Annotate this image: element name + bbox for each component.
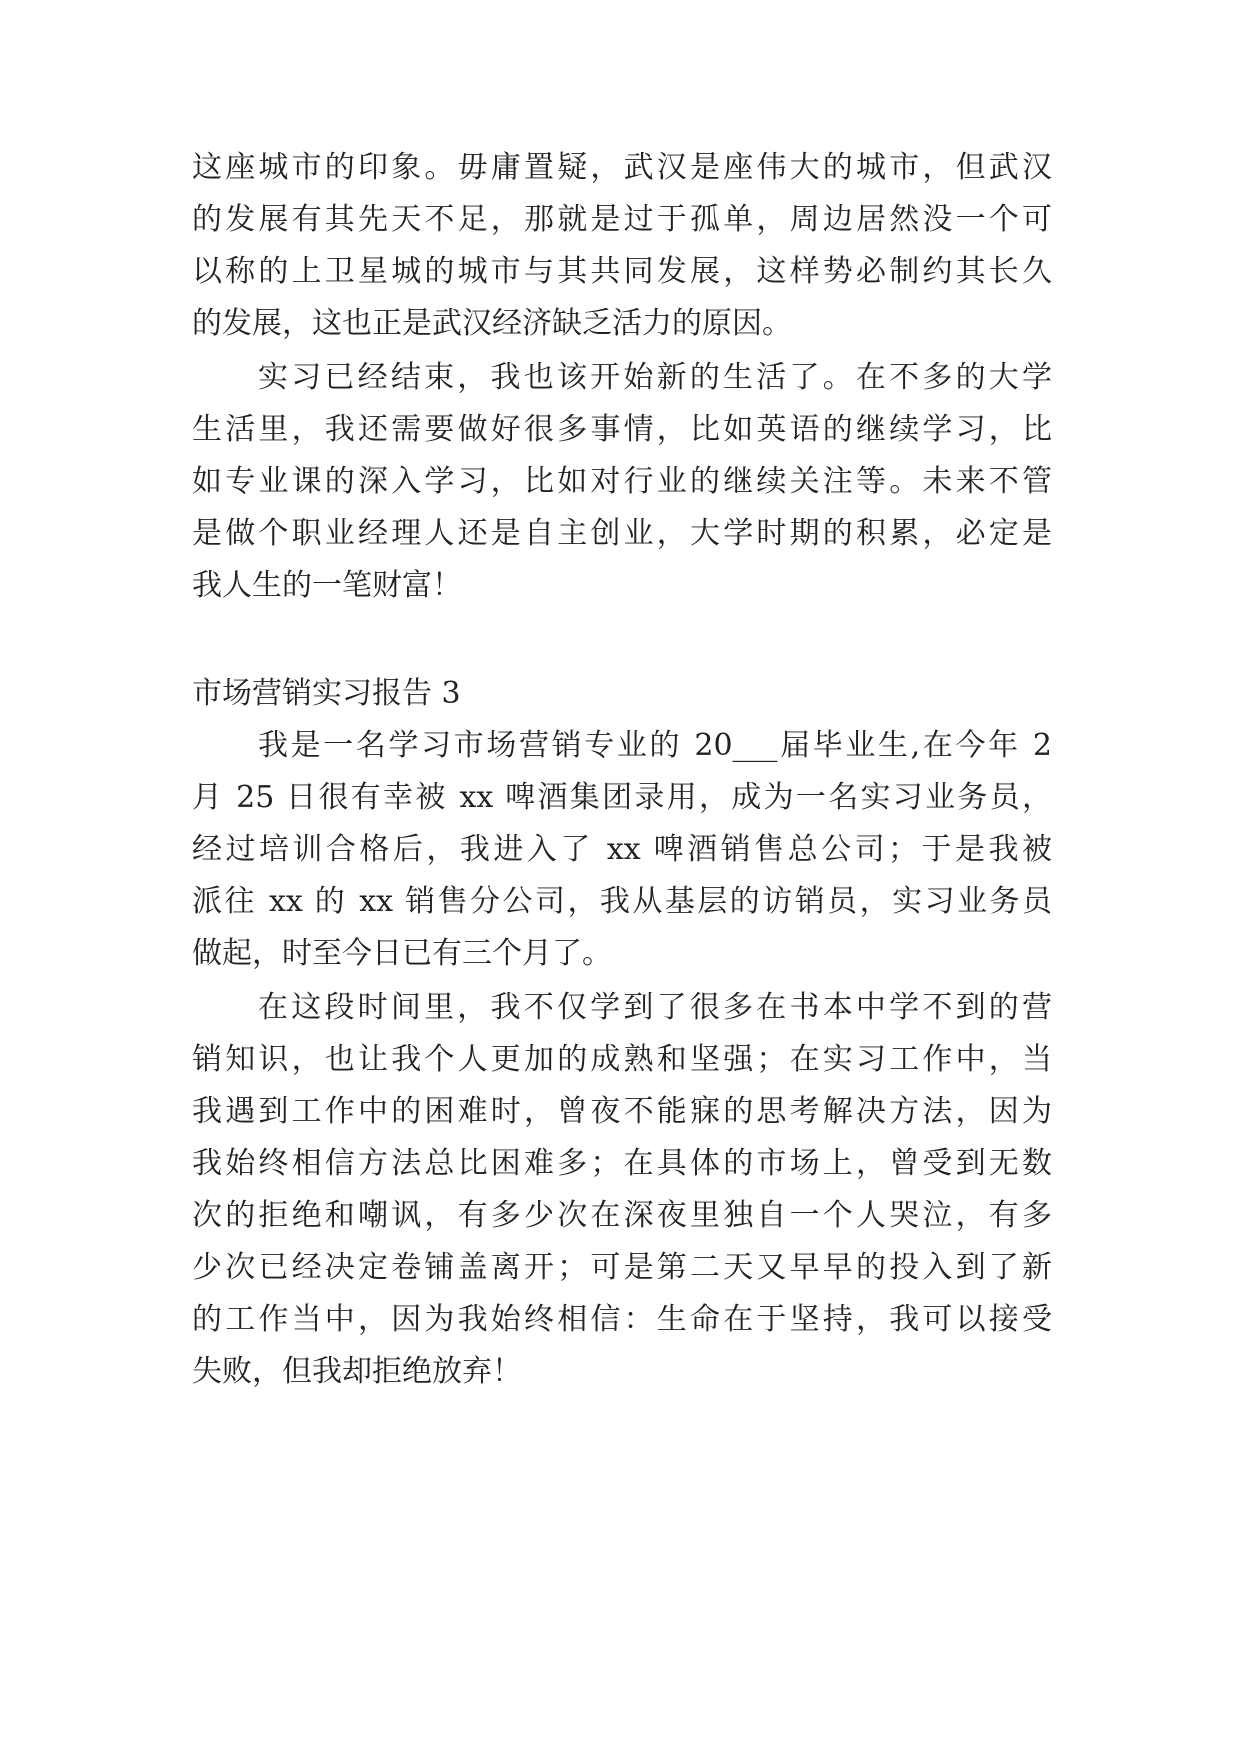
paragraph-4-line-1: 在这段时间里，我不仅学到了很多在书本中学不到的营 xyxy=(258,990,1052,1025)
paragraph-3-line-5: 做起，时至今日已有三个月了。 xyxy=(192,936,612,971)
section-heading: 市场营销实习报告 3 xyxy=(192,676,461,711)
paragraph-1-line-4: 的发展，这也正是武汉经济缺乏活力的原因。 xyxy=(192,306,792,341)
paragraph-4-line-8: 失败，但我却拒绝放弃！ xyxy=(192,1354,522,1389)
paragraph-4-line-6: 少次已经决定卷铺盖离开；可是第二天又早早的投入到了新 xyxy=(192,1250,1052,1285)
paragraph-3-line-3: 经过培训合格后，我进入了 xx 啤酒销售总公司；于是我被 xyxy=(192,832,1052,867)
paragraph-4-line-2: 销知识，也让我个人更加的成熟和坚强；在实习工作中，当 xyxy=(192,1042,1052,1077)
paragraph-2-line-5: 我人生的一笔财富！ xyxy=(192,568,462,603)
paragraph-4-line-4: 我始终相信方法总比困难多；在具体的市场上，曾受到无数 xyxy=(192,1146,1052,1181)
paragraph-1-line-2: 的发展有其先天不足，那就是过于孤单，周边居然没一个可 xyxy=(192,202,1052,237)
paragraph-2-line-1: 实习已经结束，我也该开始新的生活了。在不多的大学 xyxy=(258,360,1052,395)
paragraph-2-line-3: 如专业课的深入学习，比如对行业的继续关注等。未来不管 xyxy=(192,464,1052,499)
paragraph-4-line-3: 我遇到工作中的困难时，曾夜不能寐的思考解决方法，因为 xyxy=(192,1094,1052,1129)
paragraph-4-line-7: 的工作当中，因为我始终相信：生命在于坚持，我可以接受 xyxy=(192,1302,1052,1337)
paragraph-1-line-1: 这座城市的印象。毋庸置疑，武汉是座伟大的城市，但武汉 xyxy=(192,150,1052,185)
paragraph-2-line-4: 是做个职业经理人还是自主创业，大学时期的积累，必定是 xyxy=(192,516,1052,551)
paragraph-1-line-3: 以称的上卫星城的城市与其共同发展，这样势必制约其长久 xyxy=(192,254,1052,289)
paragraph-3-line-2: 月 25 日很有幸被 xx 啤酒集团录用，成为一名实习业务员， xyxy=(192,780,1052,815)
paragraph-3-line-4: 派往 xx 的 xx 销售分公司，我从基层的访销员，实习业务员 xyxy=(192,884,1052,919)
paragraph-2-line-2: 生活里，我还需要做好很多事情，比如英语的继续学习，比 xyxy=(192,412,1052,447)
paragraph-3-line-1: 我是一名学习市场营销专业的 20___届毕业生,在今年 2 xyxy=(258,728,1052,763)
paragraph-4-line-5: 次的拒绝和嘲讽，有多少次在深夜里独自一个人哭泣，有多 xyxy=(192,1198,1052,1233)
